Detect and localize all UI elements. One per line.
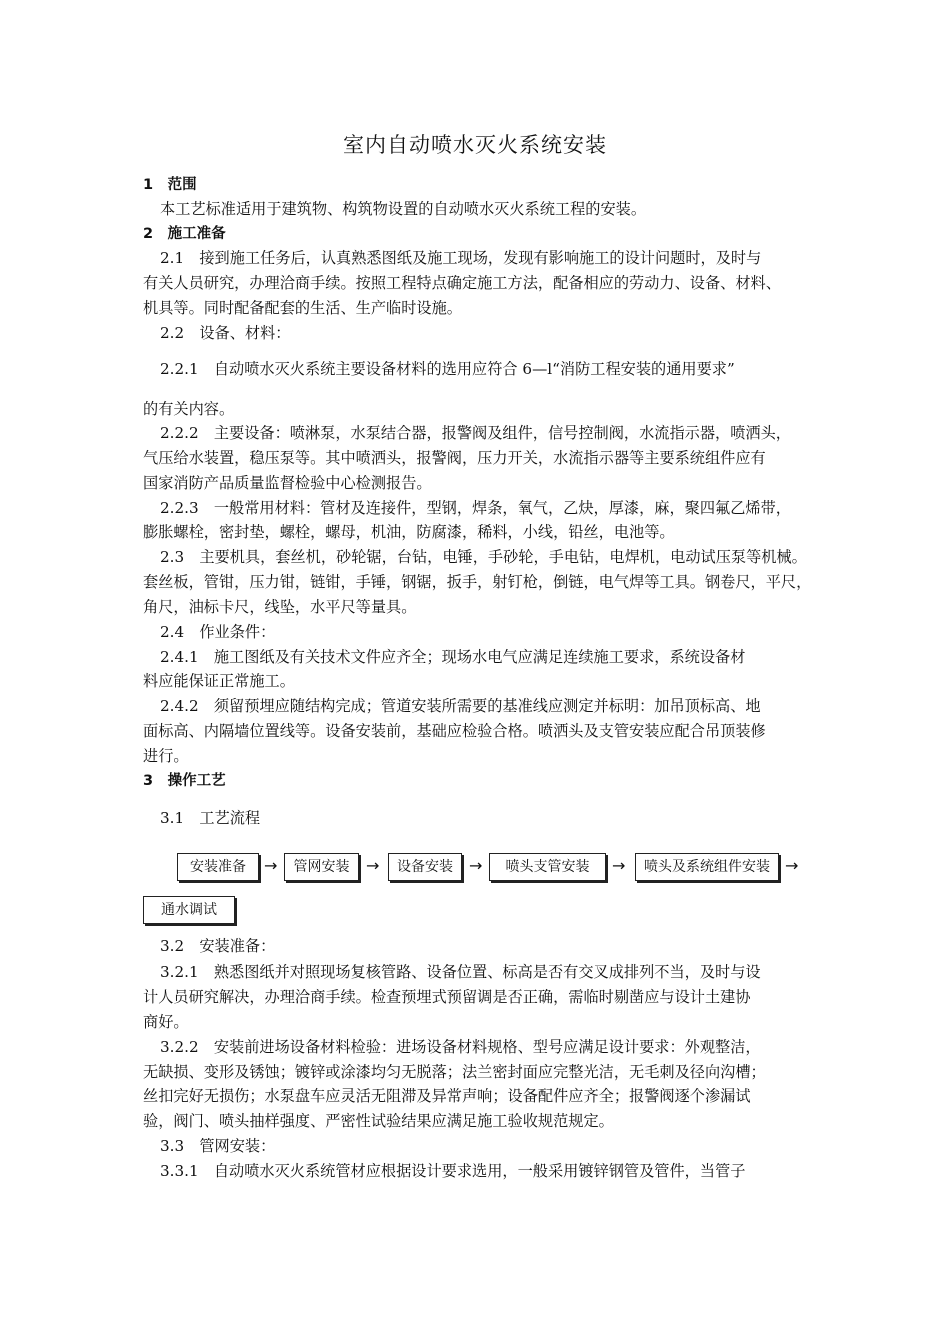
flow-step-water-test: 通水调试	[143, 896, 235, 924]
subsection-heading: 2.4 作业条件：	[160, 623, 276, 641]
paragraph-line: 2.4.1 施工图纸及有关技术文件应齐全；现场水电气应满足连续施工要求，系统设备材	[160, 648, 746, 666]
paragraph-line: 进行。	[143, 747, 189, 765]
paragraph-line: 机具等。同时配备配套的生活、生产临时设施。	[143, 299, 462, 317]
paragraph-line: 本工艺标准适用于建筑物、构筑物设置的自动喷水灭火系统工程的安装。	[160, 200, 646, 218]
page-title: 室内自动喷水灭火系统安装	[343, 133, 607, 157]
paragraph-line: 国家消防产品质量监督检验中心检测报告。	[143, 474, 432, 492]
flow-arrow-icon: →	[264, 856, 278, 875]
paragraph-line: 验，阀门、喷头抽样强度、严密性试验结果应满足施工验收规范规定。	[143, 1112, 614, 1130]
paragraph-line: 料应能保证正常施工。	[143, 672, 295, 690]
paragraph-line: 膨胀螺栓，密封垫，螺栓，螺母，机油，防腐漆，稀料，小线，铅丝，电池等。	[143, 523, 675, 541]
paragraph-line: 2.2.3 一般常用材料：管材及连接件，型钢，焊条，氧气，乙炔，厚漆，麻，聚四氟乙烯带，	[160, 499, 791, 517]
paragraph-line: 丝扣完好无损伤；水泵盘车应灵活无阻滞及异常声响；设备配件应齐全；报警阀逐个渗漏试	[143, 1087, 751, 1105]
paragraph-line: 3.2.2 安装前进场设备材料检验：进场设备材料规格、型号应满足设计要求：外观整洁，	[160, 1038, 761, 1056]
paragraph-line: 面标高、内隔墙位置线等。设备安装前，基础应检验合格。喷洒头及支管安装应配合吊顶装修	[143, 722, 766, 740]
flow-arrow-icon: →	[785, 856, 799, 875]
section-heading-operation: 3 操作工艺	[143, 773, 226, 789]
paragraph-line: 商好。	[143, 1013, 189, 1031]
flow-step-equipment: 设备安装	[388, 853, 462, 881]
paragraph-line: 3.2.1 熟悉图纸并对照现场复核管路、设备位置、标高是否有交叉成排列不当，及时与设	[160, 963, 761, 981]
paragraph-line: 2.3 主要机具，套丝机，砂轮锯，台钻，电锤，手砂轮，手电钻，电焊机，电动试压泵等机械。	[160, 548, 807, 566]
subsection-heading: 3.1 工艺流程	[160, 809, 261, 827]
paragraph-line: 的有关内容。	[143, 400, 235, 418]
flow-step-sprinkler-branch: 喷头支管安装	[489, 853, 606, 881]
paragraph-line: 3.3.1 自动喷水灭火系统管材应根据设计要求选用，一般采用镀锌钢管及管件，当管子	[160, 1162, 746, 1180]
paragraph-line: 有关人员研究，办理洽商手续。按照工程特点确定施工方法，配备相应的劳动力、设备、材料、	[143, 274, 781, 292]
section-heading-scope: 1 范围	[143, 177, 197, 193]
flow-arrow-icon: →	[469, 856, 483, 875]
flow-step-prepare: 安装准备	[177, 853, 259, 881]
subsection-heading: 3.2 安装准备：	[160, 937, 276, 955]
paragraph-line: 套丝板，管钳，压力钳，链钳，手锤，钢锯，扳手，射钉枪，倒链，电气焊等工具。钢卷尺，平尺，	[143, 573, 812, 591]
paragraph-line: 角尺，油标卡尺，线坠，水平尺等量具。	[143, 598, 417, 616]
paragraph-line: 无缺损、变形及锈蚀；镀锌或涂漆均匀无脱落；法兰密封面应完整光洁，无毛刺及径向沟槽；	[143, 1063, 766, 1081]
flow-arrow-icon: →	[366, 856, 380, 875]
subsection-heading: 3.3 管网安装：	[160, 1137, 276, 1155]
flow-step-pipe-network: 管网安装	[284, 853, 359, 881]
paragraph-line: 2.2.1 自动喷水灭火系统主要设备材料的选用应符合 6—l“消防工程安装的通用要求”	[160, 360, 735, 378]
flow-arrow-icon: →	[612, 856, 626, 875]
section-heading-preparation: 2 施工准备	[143, 226, 226, 242]
paragraph-line: 计人员研究解决，办理洽商手续。检查预埋式预留调是否正确，需临时剔凿应与设计土建协	[143, 988, 751, 1006]
paragraph-line: 气压给水装置，稳压泵等。其中喷洒头，报警阀，压力开关，水流指示器等主要系统组件应有	[143, 449, 766, 467]
paragraph-line: 2.2.2 主要设备：喷淋泵，水泵结合器，报警阀及组件，信号控制阀，水流指示器，喷洒头，	[160, 424, 791, 442]
paragraph-line: 2.1 接到施工任务后，认真熟悉图纸及施工现场，发现有影响施工的设计问题时，及时与	[160, 249, 762, 267]
subsection-heading: 2.2 设备、材料：	[160, 324, 291, 342]
flow-step-sprinkler-components: 喷头及系统组件安装	[635, 853, 779, 881]
paragraph-line: 2.4.2 须留预埋应随结构完成；管道安装所需要的基准线应测定并标明：加吊顶标高、地	[160, 697, 761, 715]
